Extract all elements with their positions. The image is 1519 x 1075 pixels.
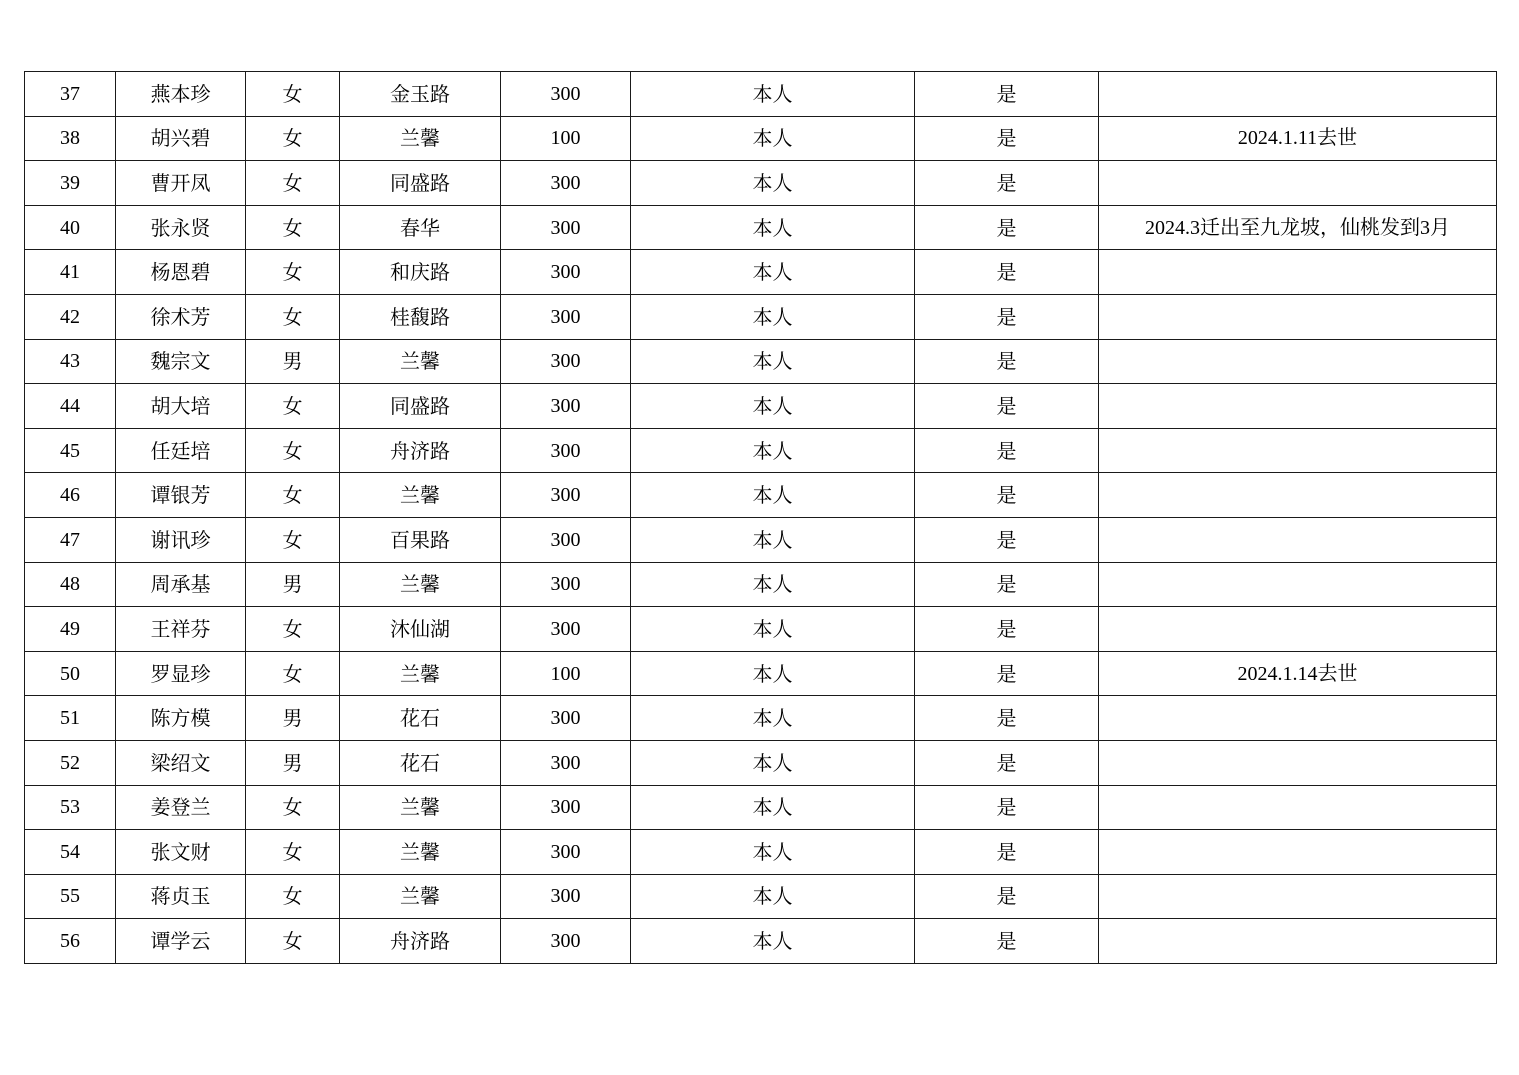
- note-cell: [1099, 161, 1497, 206]
- flag-cell: 是: [915, 161, 1099, 206]
- gender-cell: 女: [246, 874, 340, 919]
- row-number-cell: 46: [25, 473, 116, 518]
- address-cell: 兰馨: [340, 785, 501, 830]
- table-row: [25, 607, 1497, 652]
- recipient-cell: 本人: [631, 161, 915, 206]
- gender-cell: 女: [246, 785, 340, 830]
- note-cell: 2024.1.11去世: [1099, 116, 1497, 161]
- amount-cell: 300: [501, 830, 631, 875]
- name-cell: 张永贤: [116, 205, 246, 250]
- amount-cell: 300: [501, 562, 631, 607]
- amount-cell: 300: [501, 339, 631, 384]
- amount-cell: 300: [501, 384, 631, 429]
- address-cell: 兰馨: [340, 473, 501, 518]
- note-cell: [1099, 384, 1497, 429]
- gender-cell: 女: [246, 294, 340, 339]
- note-cell: [1099, 517, 1497, 562]
- gender-cell: 男: [246, 696, 340, 741]
- flag-cell: 是: [915, 607, 1099, 652]
- recipient-cell: 本人: [631, 250, 915, 295]
- row-number-cell: 37: [25, 72, 116, 117]
- name-cell: 谭银芳: [116, 473, 246, 518]
- table-row: [25, 161, 1497, 206]
- recipient-cell: 本人: [631, 517, 915, 562]
- flag-cell: 是: [915, 339, 1099, 384]
- row-number-cell: 45: [25, 428, 116, 473]
- recipient-cell: 本人: [631, 339, 915, 384]
- name-cell: 陈方模: [116, 696, 246, 741]
- flag-cell: 是: [915, 72, 1099, 117]
- address-cell: 金玉路: [340, 72, 501, 117]
- table-row: [25, 651, 1497, 696]
- gender-cell: 女: [246, 607, 340, 652]
- gender-cell: 女: [246, 205, 340, 250]
- recipient-cell: 本人: [631, 785, 915, 830]
- row-number-cell: 38: [25, 116, 116, 161]
- row-number-cell: 50: [25, 651, 116, 696]
- name-cell: 谭学云: [116, 919, 246, 964]
- address-cell: 兰馨: [340, 116, 501, 161]
- table-row: [25, 830, 1497, 875]
- table-row: [25, 339, 1497, 384]
- row-number-cell: 43: [25, 339, 116, 384]
- name-cell: 燕本珍: [116, 72, 246, 117]
- flag-cell: 是: [915, 830, 1099, 875]
- amount-cell: 100: [501, 116, 631, 161]
- amount-cell: 300: [501, 72, 631, 117]
- flag-cell: 是: [915, 384, 1099, 429]
- amount-cell: 300: [501, 785, 631, 830]
- note-cell: [1099, 830, 1497, 875]
- amount-cell: 300: [501, 428, 631, 473]
- flag-cell: 是: [915, 874, 1099, 919]
- table-row: [25, 517, 1497, 562]
- roster-table: [24, 71, 1497, 964]
- flag-cell: 是: [915, 651, 1099, 696]
- recipient-cell: 本人: [631, 651, 915, 696]
- flag-cell: 是: [915, 428, 1099, 473]
- note-cell: [1099, 740, 1497, 785]
- address-cell: 舟济路: [340, 919, 501, 964]
- note-cell: [1099, 874, 1497, 919]
- note-cell: [1099, 696, 1497, 741]
- row-number-cell: 53: [25, 785, 116, 830]
- address-cell: 同盛路: [340, 384, 501, 429]
- row-number-cell: 52: [25, 740, 116, 785]
- gender-cell: 女: [246, 919, 340, 964]
- recipient-cell: 本人: [631, 428, 915, 473]
- address-cell: 和庆路: [340, 250, 501, 295]
- table-row: [25, 116, 1497, 161]
- note-cell: [1099, 785, 1497, 830]
- flag-cell: 是: [915, 473, 1099, 518]
- amount-cell: 300: [501, 294, 631, 339]
- name-cell: 张文财: [116, 830, 246, 875]
- table-row: [25, 562, 1497, 607]
- address-cell: 花石: [340, 740, 501, 785]
- recipient-cell: 本人: [631, 696, 915, 741]
- flag-cell: 是: [915, 517, 1099, 562]
- table-row: [25, 874, 1497, 919]
- address-cell: 同盛路: [340, 161, 501, 206]
- gender-cell: 女: [246, 116, 340, 161]
- gender-cell: 女: [246, 161, 340, 206]
- address-cell: 兰馨: [340, 830, 501, 875]
- row-number-cell: 41: [25, 250, 116, 295]
- address-cell: 兰馨: [340, 562, 501, 607]
- address-cell: 春华: [340, 205, 501, 250]
- note-cell: [1099, 72, 1497, 117]
- row-number-cell: 54: [25, 830, 116, 875]
- flag-cell: 是: [915, 205, 1099, 250]
- recipient-cell: 本人: [631, 384, 915, 429]
- recipient-cell: 本人: [631, 473, 915, 518]
- address-cell: 花石: [340, 696, 501, 741]
- table-row: [25, 250, 1497, 295]
- address-cell: 桂馥路: [340, 294, 501, 339]
- amount-cell: 300: [501, 740, 631, 785]
- note-cell: [1099, 919, 1497, 964]
- recipient-cell: 本人: [631, 830, 915, 875]
- amount-cell: 300: [501, 919, 631, 964]
- recipient-cell: 本人: [631, 874, 915, 919]
- name-cell: 任廷培: [116, 428, 246, 473]
- flag-cell: 是: [915, 562, 1099, 607]
- gender-cell: 男: [246, 740, 340, 785]
- gender-cell: 男: [246, 562, 340, 607]
- address-cell: 兰馨: [340, 339, 501, 384]
- name-cell: 罗显珍: [116, 651, 246, 696]
- recipient-cell: 本人: [631, 919, 915, 964]
- row-number-cell: 44: [25, 384, 116, 429]
- amount-cell: 100: [501, 651, 631, 696]
- note-cell: [1099, 607, 1497, 652]
- table-row: [25, 919, 1497, 964]
- table-row: [25, 205, 1497, 250]
- row-number-cell: 39: [25, 161, 116, 206]
- gender-cell: 女: [246, 72, 340, 117]
- amount-cell: 300: [501, 473, 631, 518]
- flag-cell: 是: [915, 696, 1099, 741]
- table-row: [25, 72, 1497, 117]
- address-cell: 兰馨: [340, 874, 501, 919]
- gender-cell: 女: [246, 250, 340, 295]
- flag-cell: 是: [915, 116, 1099, 161]
- note-cell: 2024.1.14去世: [1099, 651, 1497, 696]
- address-cell: 百果路: [340, 517, 501, 562]
- flag-cell: 是: [915, 785, 1099, 830]
- name-cell: 蒋贞玉: [116, 874, 246, 919]
- roster-table-body: [25, 72, 1497, 964]
- row-number-cell: 48: [25, 562, 116, 607]
- row-number-cell: 42: [25, 294, 116, 339]
- table-row: [25, 428, 1497, 473]
- gender-cell: 男: [246, 339, 340, 384]
- amount-cell: 300: [501, 874, 631, 919]
- flag-cell: 是: [915, 740, 1099, 785]
- name-cell: 徐术芳: [116, 294, 246, 339]
- flag-cell: 是: [915, 250, 1099, 295]
- amount-cell: 300: [501, 517, 631, 562]
- name-cell: 胡兴碧: [116, 116, 246, 161]
- table-row: [25, 294, 1497, 339]
- address-cell: 舟济路: [340, 428, 501, 473]
- recipient-cell: 本人: [631, 205, 915, 250]
- row-number-cell: 49: [25, 607, 116, 652]
- recipient-cell: 本人: [631, 294, 915, 339]
- recipient-cell: 本人: [631, 72, 915, 117]
- note-cell: [1099, 294, 1497, 339]
- name-cell: 姜登兰: [116, 785, 246, 830]
- gender-cell: 女: [246, 384, 340, 429]
- flag-cell: 是: [915, 294, 1099, 339]
- row-number-cell: 55: [25, 874, 116, 919]
- amount-cell: 300: [501, 696, 631, 741]
- recipient-cell: 本人: [631, 562, 915, 607]
- gender-cell: 女: [246, 473, 340, 518]
- gender-cell: 女: [246, 830, 340, 875]
- address-cell: 沐仙湖: [340, 607, 501, 652]
- row-number-cell: 56: [25, 919, 116, 964]
- table-row: [25, 473, 1497, 518]
- note-cell: [1099, 339, 1497, 384]
- amount-cell: 300: [501, 205, 631, 250]
- recipient-cell: 本人: [631, 740, 915, 785]
- table-row: [25, 785, 1497, 830]
- recipient-cell: 本人: [631, 116, 915, 161]
- amount-cell: 300: [501, 607, 631, 652]
- table-row: [25, 740, 1497, 785]
- name-cell: 胡大培: [116, 384, 246, 429]
- address-cell: 兰馨: [340, 651, 501, 696]
- table-row: [25, 384, 1497, 429]
- gender-cell: 女: [246, 651, 340, 696]
- gender-cell: 女: [246, 517, 340, 562]
- name-cell: 周承基: [116, 562, 246, 607]
- row-number-cell: 40: [25, 205, 116, 250]
- name-cell: 梁绍文: [116, 740, 246, 785]
- amount-cell: 300: [501, 250, 631, 295]
- flag-cell: 是: [915, 919, 1099, 964]
- table-row: [25, 696, 1497, 741]
- note-cell: [1099, 250, 1497, 295]
- name-cell: 谢讯珍: [116, 517, 246, 562]
- gender-cell: 女: [246, 428, 340, 473]
- row-number-cell: 51: [25, 696, 116, 741]
- note-cell: 2024.3迁出至九龙坡，仙桃发到3月: [1099, 205, 1497, 250]
- note-cell: [1099, 428, 1497, 473]
- name-cell: 杨恩碧: [116, 250, 246, 295]
- amount-cell: 300: [501, 161, 631, 206]
- recipient-cell: 本人: [631, 607, 915, 652]
- name-cell: 曹开凤: [116, 161, 246, 206]
- name-cell: 魏宗文: [116, 339, 246, 384]
- note-cell: [1099, 562, 1497, 607]
- note-cell: [1099, 473, 1497, 518]
- name-cell: 王祥芬: [116, 607, 246, 652]
- row-number-cell: 47: [25, 517, 116, 562]
